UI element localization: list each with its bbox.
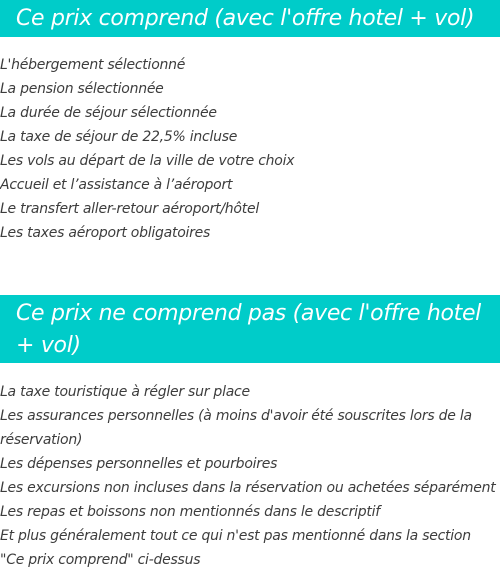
list-item: Les assurances personnelles (à moins d'avoir été souscrites lors de la réservation) bbox=[0, 408, 472, 448]
included-list bbox=[0, 53, 500, 245]
list-item: L'hébergement sélectionné bbox=[0, 57, 186, 73]
list-item: La durée de séjour sélectionnée bbox=[0, 105, 217, 121]
included-section-title: Ce prix comprend (avec l'offre hotel + vol) bbox=[0, 0, 500, 37]
excluded-section-title: Ce prix ne comprend pas (avec l'offre hotel + vol) bbox=[0, 295, 500, 363]
list-item: Les taxes aéroport obligatoires bbox=[0, 225, 211, 241]
list-item: Les dépenses personnelles et pourboires bbox=[0, 456, 278, 472]
excluded-list bbox=[0, 380, 500, 572]
list-item: Et plus généralement tout ce qui n'est pas mentionné dans la section "Ce prix comprend" ci-dessus bbox=[0, 528, 471, 568]
list-item: Les excursions non incluses dans la réservation ou achetées séparément bbox=[0, 480, 496, 496]
list-item: La pension sélectionnée bbox=[0, 81, 164, 97]
list-item: Les vols au départ de la ville de votre choix bbox=[0, 153, 295, 169]
list-item: La taxe touristique à régler sur place bbox=[0, 384, 250, 400]
list-item: Les repas et boissons non mentionnés dans le descriptif bbox=[0, 504, 380, 520]
list-item: La taxe de séjour de 22,5% incluse bbox=[0, 129, 238, 145]
list-item: Accueil et l’assistance à l’aéroport bbox=[0, 177, 233, 193]
list-item: Le transfert aller-retour aéroport/hôtel bbox=[0, 201, 259, 217]
